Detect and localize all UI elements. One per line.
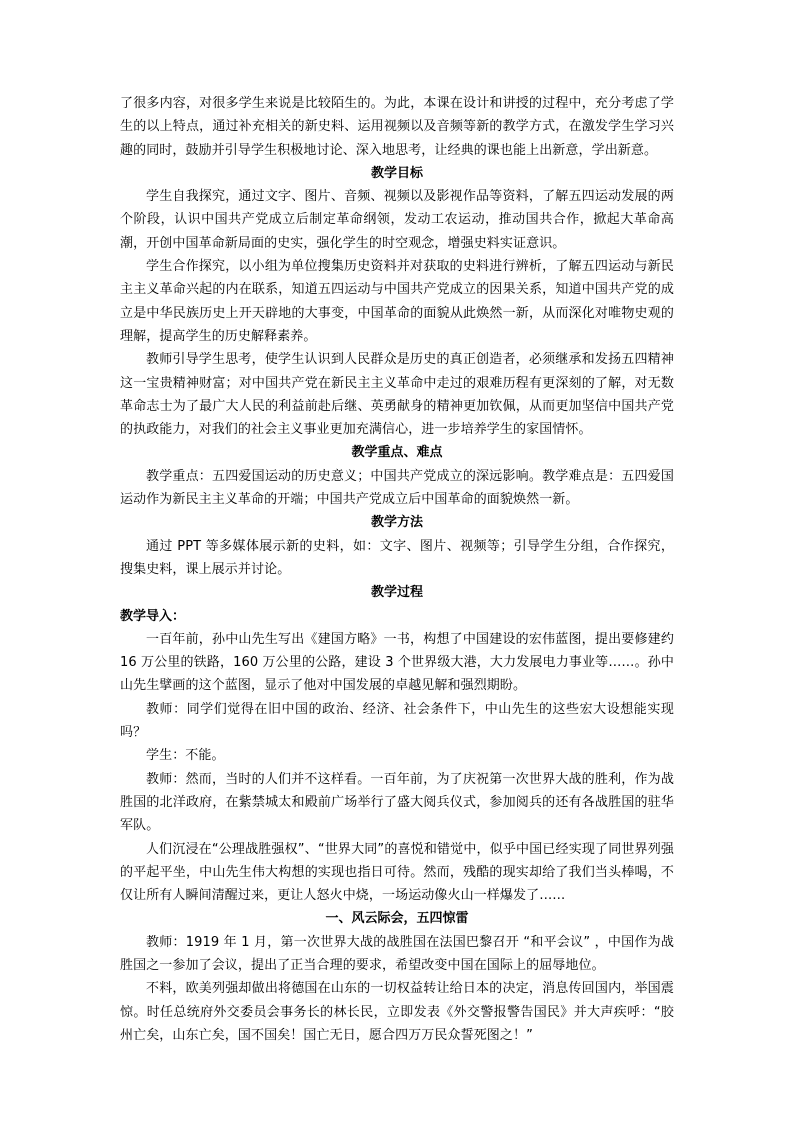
process-paragraph-1: 一百年前，孙中山先生写出《建国方略》一书，构想了中国建设的宏伟蓝图，提出要修建约 16 万公里的铁路，160 万公里的公路，建设 3 个世界级大港，大力发展电力事业等……。孙中山先生擘画的这个蓝图，显示了他对中国发展的卓越见解和强烈期盼。 bbox=[120, 631, 674, 694]
process-paragraph-3: 学生：不能。 bbox=[146, 748, 225, 764]
intro-paragraph: 了很多内容，对很多学生来说是比较陌生的。为此，本课在设计和讲授的过程中，充分考虑了学生的以上特点，通过补充相关的新史料、运用视频以及音频等新的教学方式，在激发学生学习兴趣的同时，鼓励并引导学生积极地讨论、深入地思考，让经典的课也能上出新意，学出新意。 bbox=[120, 96, 674, 158]
part-one-heading: 一、风云际会，五四惊雷 bbox=[325, 911, 469, 927]
methods-heading: 教学方法 bbox=[370, 515, 423, 531]
objectives-paragraph-1: 学生自我探究，通过文字、图片、音频、视频以及影视作品等资料，了解五四运动发展的两个阶段，认识中国共产党成立后制定革命纲领，发动工农运动，推动国共合作，掀起大革命高潮，开创中国革命新局面的史实，强化学生的时空观念，增强史料实证意识。 bbox=[120, 189, 674, 251]
part-one-paragraph-1: 教师：1919 年 1 月，第一次世界大战的战胜国在法国巴黎召开 “和平会议” ，中国作为战胜国之一参加了会议，提出了正当合理的要求，希望改变中国在国际上的屈辱地位。 bbox=[120, 934, 674, 973]
objectives-heading: 教学目标 bbox=[370, 165, 423, 181]
objectives-paragraph-3: 教师引导学生思考，使学生认识到人民群众是历史的真正创造者，必须继承和发扬五四精神这一宝贵精神财富；对中国共产党在新民主主义革命中走过的艰难历程有更深刻的了解，对无数革命志士为了最广大人民的利益前赴后继、英勇献身的精神更加钦佩，从而更加坚信中国共产党的执政能力，对我们的社会主义事业更加充满信心，进一步培养学生的家国情怀。 bbox=[120, 352, 674, 438]
objectives-paragraph-2: 学生合作探究，以小组为单位搜集历史资料并对获取的史料进行辨析，了解五四运动与新民主主义革命兴起的内在联系，知道五四运动与中国共产党成立的因果关系，知道中国共产党的成立是中华民族历史上开天辟地的大事变，中国革命的面貌从此焕然一新，从而深化对唯物史观的理解，提高学生的历史解释素养。 bbox=[120, 259, 674, 344]
process-paragraph-4: 教师：然而，当时的人们并不这样看。一百年前，为了庆祝第一次世界大战的胜利，作为战胜国的北洋政府，在紫禁城太和殿前广场举行了盛大阅兵仪式，参加阅兵的还有各战胜国的驻华军队。 bbox=[120, 771, 674, 834]
part-one-paragraph-2: 不料，欧美列强却做出将德国在山东的一切权益转让给日本的决定，消息传回国内，举国震惊。时任总统府外交委员会事务长的林长民，立即发表《外交警报警告国民》并大声疾呼：“胶州亡矣，山东亡矣，国不国矣！国亡无日，愿合四万万民众誓死图之！” bbox=[120, 981, 674, 1043]
process-heading: 教学过程 bbox=[370, 585, 423, 601]
key-points-paragraph: 教学重点：五四爱国运动的历史意义；中国共产党成立的深远影响。教学难点是：五四爱国运动作为新民主主义革命的开端；中国共产党成立后中国革命的面貌焕然一新。 bbox=[120, 468, 674, 508]
document-page bbox=[120, 92, 674, 1047]
process-paragraph-2: 教师：同学们觉得在旧中国的政治、经济、社会条件下，中山先生的这些宏大设想能实现吗？ bbox=[120, 701, 674, 741]
process-paragraph-5: 人们沉浸在“公理战胜强权”、“世界大同”的喜悦和错觉中，似乎中国已经实现了同世界列强的平起平坐，中山先生伟大构想的实现也指日可待。然而，残酷的现实却给了我们当头棒喝，不仅让所有人瞬间清醒过来，更让人怒火中烧，一场运动像火山一样爆发了…… bbox=[120, 841, 674, 904]
process-intro-label: 教学导入： bbox=[120, 608, 186, 624]
key-points-heading: 教学重点、难点 bbox=[351, 445, 443, 461]
methods-paragraph: 通过 PPT 等多媒体展示新的史料，如：文字、图片、视频等；引导学生分组，合作探究，搜集史料，课上展示并讨论。 bbox=[120, 538, 674, 577]
